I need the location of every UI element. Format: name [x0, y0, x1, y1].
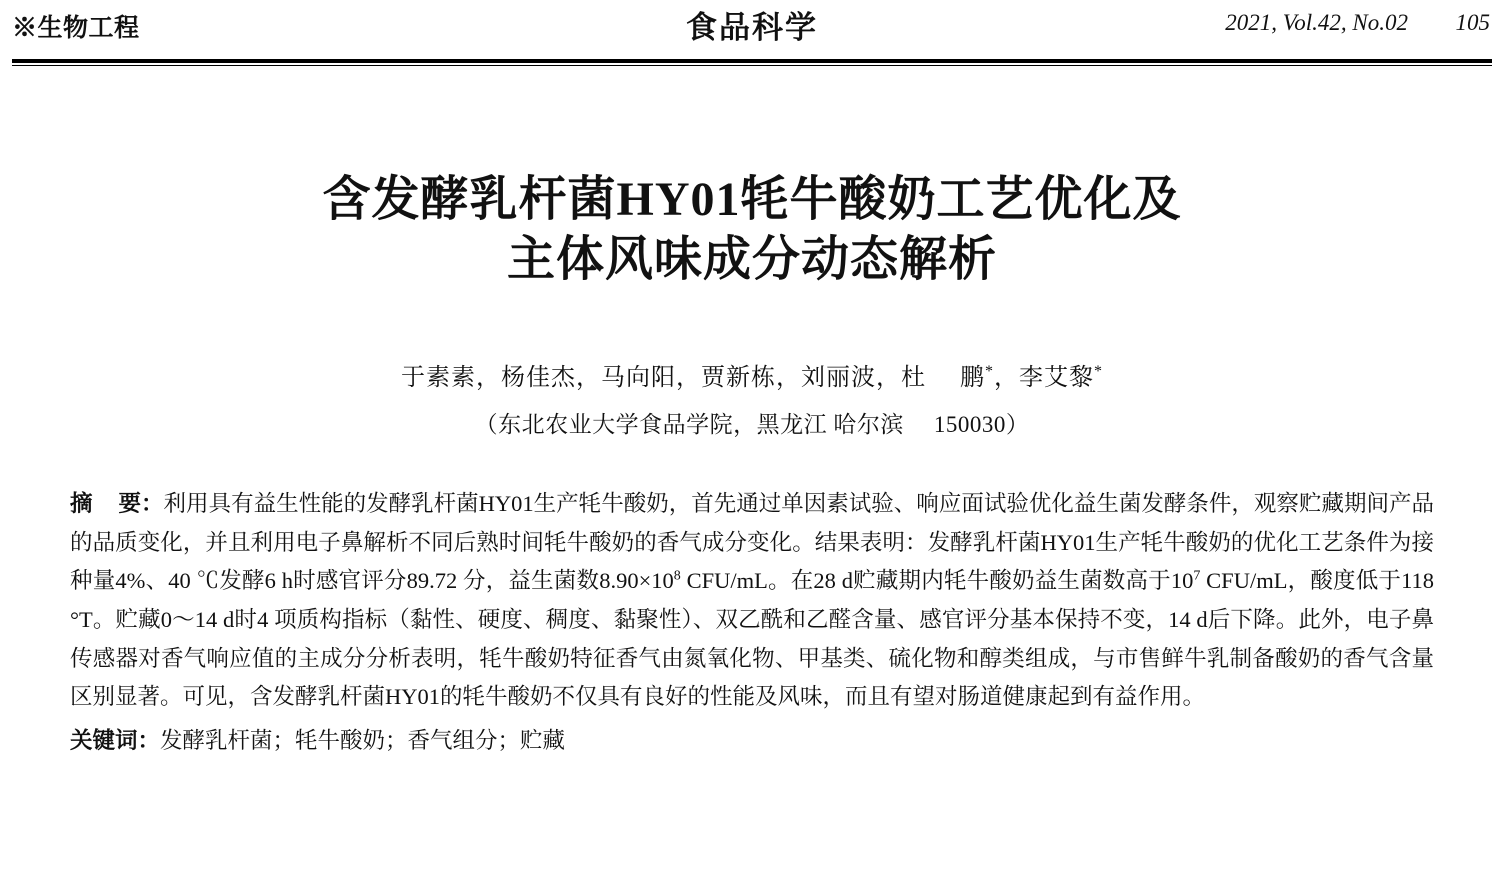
abstract-text-1: 利用具有益生性能的发酵乳杆菌HY01生产牦牛酸奶，首先通过单因素试验、响应面试验优化益生菌发酵条件，观察贮藏期间产品的品质变化，并且利用电子鼻解析不同后熟时间牦牛酸奶的香气成分变化。结果表明：发酵乳杆菌HY01生产牦牛酸奶的优化工艺条件为接种量4%、40 ℃发酵6 h时感官评分89.72 分，益生菌数8.90×10: [70, 490, 1434, 594]
author-list-part-1: 于素素，杨佳杰，马向阳，贾新栋，刘丽波，杜: [401, 364, 926, 391]
abstract-text-3: CFU/mL，酸度低于118 °T。贮藏0～14 d时4 项质构指标（黏性、硬度、稠度、黏聚性）、双乙酰和乙醛含量、感官评分基本保持不变，14 d后下降。此外，电子鼻传感器对香气响应值的主成分分析表明，牦牛酸奶特征香气由氮氧化物、甲基类、硫化物和醇类组成，与市售鲜牛乳制备酸奶的香气含量区别显著。可见，含发酵乳杆菌HY01的牦牛酸奶不仅具有良好的性能及风味，而且有望对肠道健康起到有益作用。: [70, 568, 1435, 710]
affiliation-part-2: 150030）: [933, 411, 1030, 437]
author-list: [110, 357, 1394, 392]
corresponding-mark-2: *: [1094, 362, 1103, 380]
abstract-superscript-1: 8: [673, 568, 681, 584]
author-list-part-2: 鹏: [960, 364, 985, 391]
keywords-text: 发酵乳杆菌；牦牛酸奶；香气组分；贮藏: [160, 728, 566, 754]
abstract-label-char-2: 要：: [118, 490, 164, 516]
keywords: [70, 723, 1434, 759]
journal-name: 食品科学: [686, 10, 818, 45]
keywords-label: 关键词：: [70, 728, 161, 754]
author-list-part-3: ，李艾黎: [994, 364, 1094, 391]
running-head: [0, 0, 1504, 56]
abstract: [70, 485, 1434, 717]
article-title-line-2: 主体风味成分动态解析: [506, 233, 997, 287]
header-rule-thick: [12, 59, 1492, 63]
title-block: [0, 170, 1504, 439]
abstract-text-2: CFU/mL。在28 d贮藏期内牦牛酸奶益生菌数高于10: [680, 568, 1194, 594]
article-title-line-1: 含发酵乳杆菌HY01牦牛酸奶工艺优化及: [322, 173, 1182, 226]
volume-issue: 2021, Vol.42, No.02: [1225, 10, 1408, 35]
affiliation: [110, 406, 1394, 439]
affiliation-part-1: （东北农业大学食品学院，黑龙江 哈尔滨: [474, 411, 904, 437]
abstract-label: [70, 491, 164, 516]
corresponding-mark-1: *: [985, 362, 994, 380]
page-number: 105: [1455, 10, 1490, 35]
header-rule-thin: [12, 65, 1492, 66]
abstract-label-char-1: 摘: [70, 490, 93, 516]
abstract-superscript-2: 7: [1193, 568, 1201, 584]
running-head-section: ※生物工程: [12, 15, 140, 42]
